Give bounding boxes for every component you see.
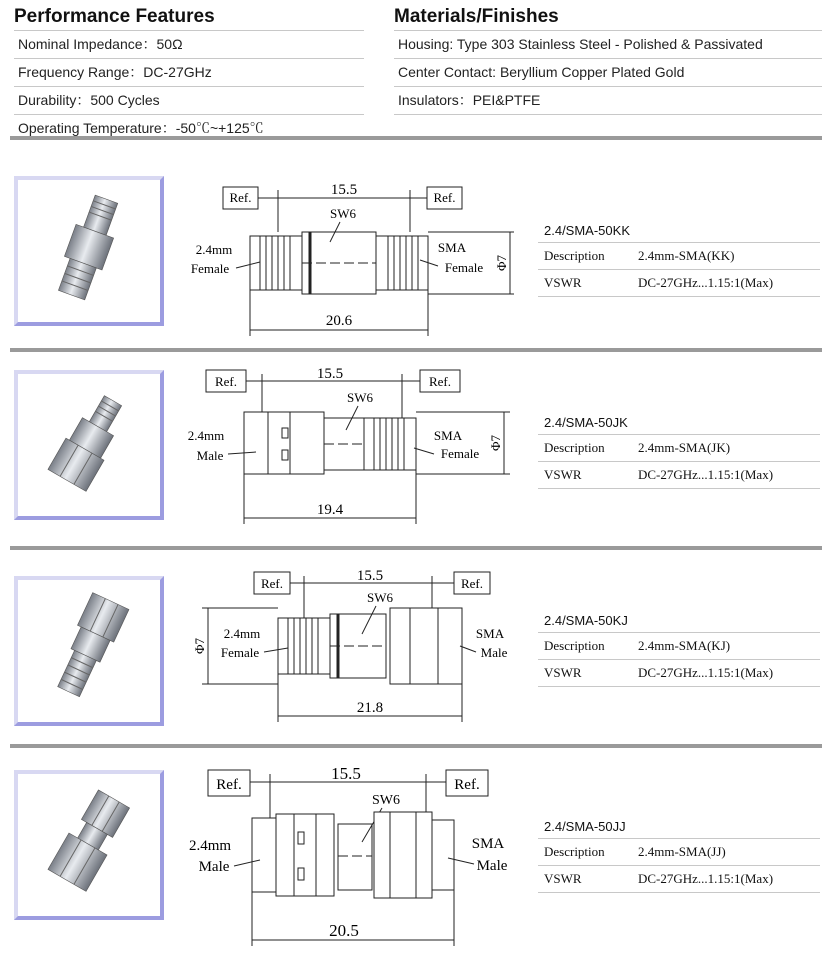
description-key: Description — [544, 440, 605, 455]
vswr-value: DC-27GHz...1.15:1(Max) — [638, 665, 774, 680]
perf-impedance: Nominal Impedance：50Ω — [14, 30, 364, 59]
vswr-value: DC-27GHz...1.15:1(Max) — [638, 275, 774, 290]
sw-label: SW6 — [367, 590, 393, 605]
vswr-key: VSWR — [544, 467, 582, 482]
dim-bottom: 21.8 — [356, 700, 384, 716]
left-label-2: Female — [190, 261, 230, 276]
adapter-photo-icon — [14, 770, 162, 918]
left-label-2: Female — [220, 645, 260, 660]
product-photo — [14, 370, 162, 518]
dimension-drawing — [170, 362, 520, 532]
right-label-2: Female — [444, 260, 484, 275]
description-key: Description — [544, 844, 605, 859]
right-label-1: SMA — [433, 428, 463, 443]
description-value: 2.4mm-SMA(KK) — [638, 248, 735, 263]
ref-label-left: Ref. — [229, 190, 252, 205]
ref-label-right: Ref. — [428, 374, 452, 389]
model-name: 2.4/SMA-50KK — [538, 220, 820, 243]
header-specs — [0, 0, 836, 136]
left-label-2: Male — [196, 448, 224, 463]
phi-label: Φ7 — [192, 637, 207, 655]
product-section-kk — [0, 170, 836, 340]
right-label-2: Male — [476, 858, 508, 874]
ref-label-right: Ref. — [454, 777, 480, 793]
mat-insulators: Insulators：PEI&PTFE — [394, 87, 822, 115]
divider — [10, 136, 822, 140]
dim-bottom: 20.5 — [329, 921, 359, 940]
dim-top: 15.5 — [330, 182, 358, 198]
model-name: 2.4/SMA-50JK — [538, 412, 820, 435]
right-label-2: Female — [440, 446, 480, 461]
spec-table — [538, 816, 820, 893]
divider — [10, 744, 822, 748]
perf-temperature: Operating Temperature：-50℃~+125℃ — [18, 120, 264, 136]
description-value: 2.4mm-SMA(KJ) — [638, 638, 731, 653]
right-label-2: Male — [480, 645, 508, 660]
dimension-drawing — [180, 170, 530, 340]
phi-label: Φ7 — [488, 434, 503, 452]
description-key: Description — [544, 248, 605, 263]
spec-table — [538, 610, 820, 687]
product-photo — [14, 176, 162, 324]
sw-label: SW6 — [372, 793, 400, 808]
product-photo — [14, 576, 162, 724]
adapter-photo-icon — [14, 576, 162, 724]
product-section-jk — [0, 362, 836, 542]
vswr-value: DC-27GHz...1.15:1(Max) — [638, 871, 774, 886]
description-value: 2.4mm-SMA(JK) — [638, 440, 731, 455]
product-section-kj — [0, 562, 836, 742]
left-label-2: Male — [198, 859, 230, 875]
performance-title: Performance Features — [14, 6, 215, 27]
dim-top: 15.5 — [331, 764, 361, 783]
product-photo — [14, 770, 162, 918]
right-label-1: SMA — [475, 626, 505, 641]
right-label-1: SMA — [437, 240, 467, 255]
model-name: 2.4/SMA-50JJ — [538, 816, 820, 839]
ref-label-left: Ref. — [216, 777, 242, 793]
left-label-1: 2.4mm — [195, 242, 233, 257]
vswr-key: VSWR — [544, 665, 582, 680]
dim-bottom: 20.6 — [325, 313, 353, 329]
ref-label-left: Ref. — [260, 576, 284, 591]
adapter-photo-icon — [14, 370, 162, 518]
model-name: 2.4/SMA-50KJ — [538, 610, 820, 633]
dim-top: 15.5 — [356, 568, 384, 584]
divider — [10, 348, 822, 352]
divider — [10, 546, 822, 550]
spec-table — [538, 220, 820, 297]
product-section-jj — [0, 760, 836, 960]
dimension-drawing — [170, 562, 520, 732]
dim-top: 15.5 — [316, 366, 344, 382]
vswr-value: DC-27GHz...1.15:1(Max) — [638, 467, 774, 482]
sw-label: SW6 — [330, 206, 356, 221]
left-label-1: 2.4mm — [187, 428, 225, 443]
dimension-drawing — [176, 760, 516, 960]
materials-finishes — [394, 4, 822, 115]
materials-title: Materials/Finishes — [394, 6, 559, 27]
left-label-1: 2.4mm — [188, 838, 232, 854]
phi-label: Φ7 — [494, 254, 509, 272]
ref-label-right: Ref. — [460, 576, 484, 591]
ref-label-left: Ref. — [214, 374, 238, 389]
right-label-1: SMA — [471, 836, 505, 852]
performance-features — [14, 4, 364, 142]
description-key: Description — [544, 638, 605, 653]
vswr-key: VSWR — [544, 871, 582, 886]
vswr-key: VSWR — [544, 275, 582, 290]
perf-durability: Durability：500 Cycles — [14, 87, 364, 115]
mat-center-contact: Center Contact: Beryllium Copper Plated Gold — [394, 59, 822, 87]
ref-label-right: Ref. — [433, 190, 456, 205]
sw-label: SW6 — [347, 390, 373, 405]
mat-housing: Housing: Type 303 Stainless Steel - Polished & Passivated — [394, 30, 822, 59]
perf-frequency: Frequency Range：DC-27GHz — [14, 59, 364, 87]
left-label-1: 2.4mm — [223, 626, 261, 641]
dim-bottom: 19.4 — [316, 502, 344, 518]
spec-table — [538, 412, 820, 489]
description-value: 2.4mm-SMA(JJ) — [638, 844, 726, 859]
adapter-photo-icon — [14, 176, 162, 324]
